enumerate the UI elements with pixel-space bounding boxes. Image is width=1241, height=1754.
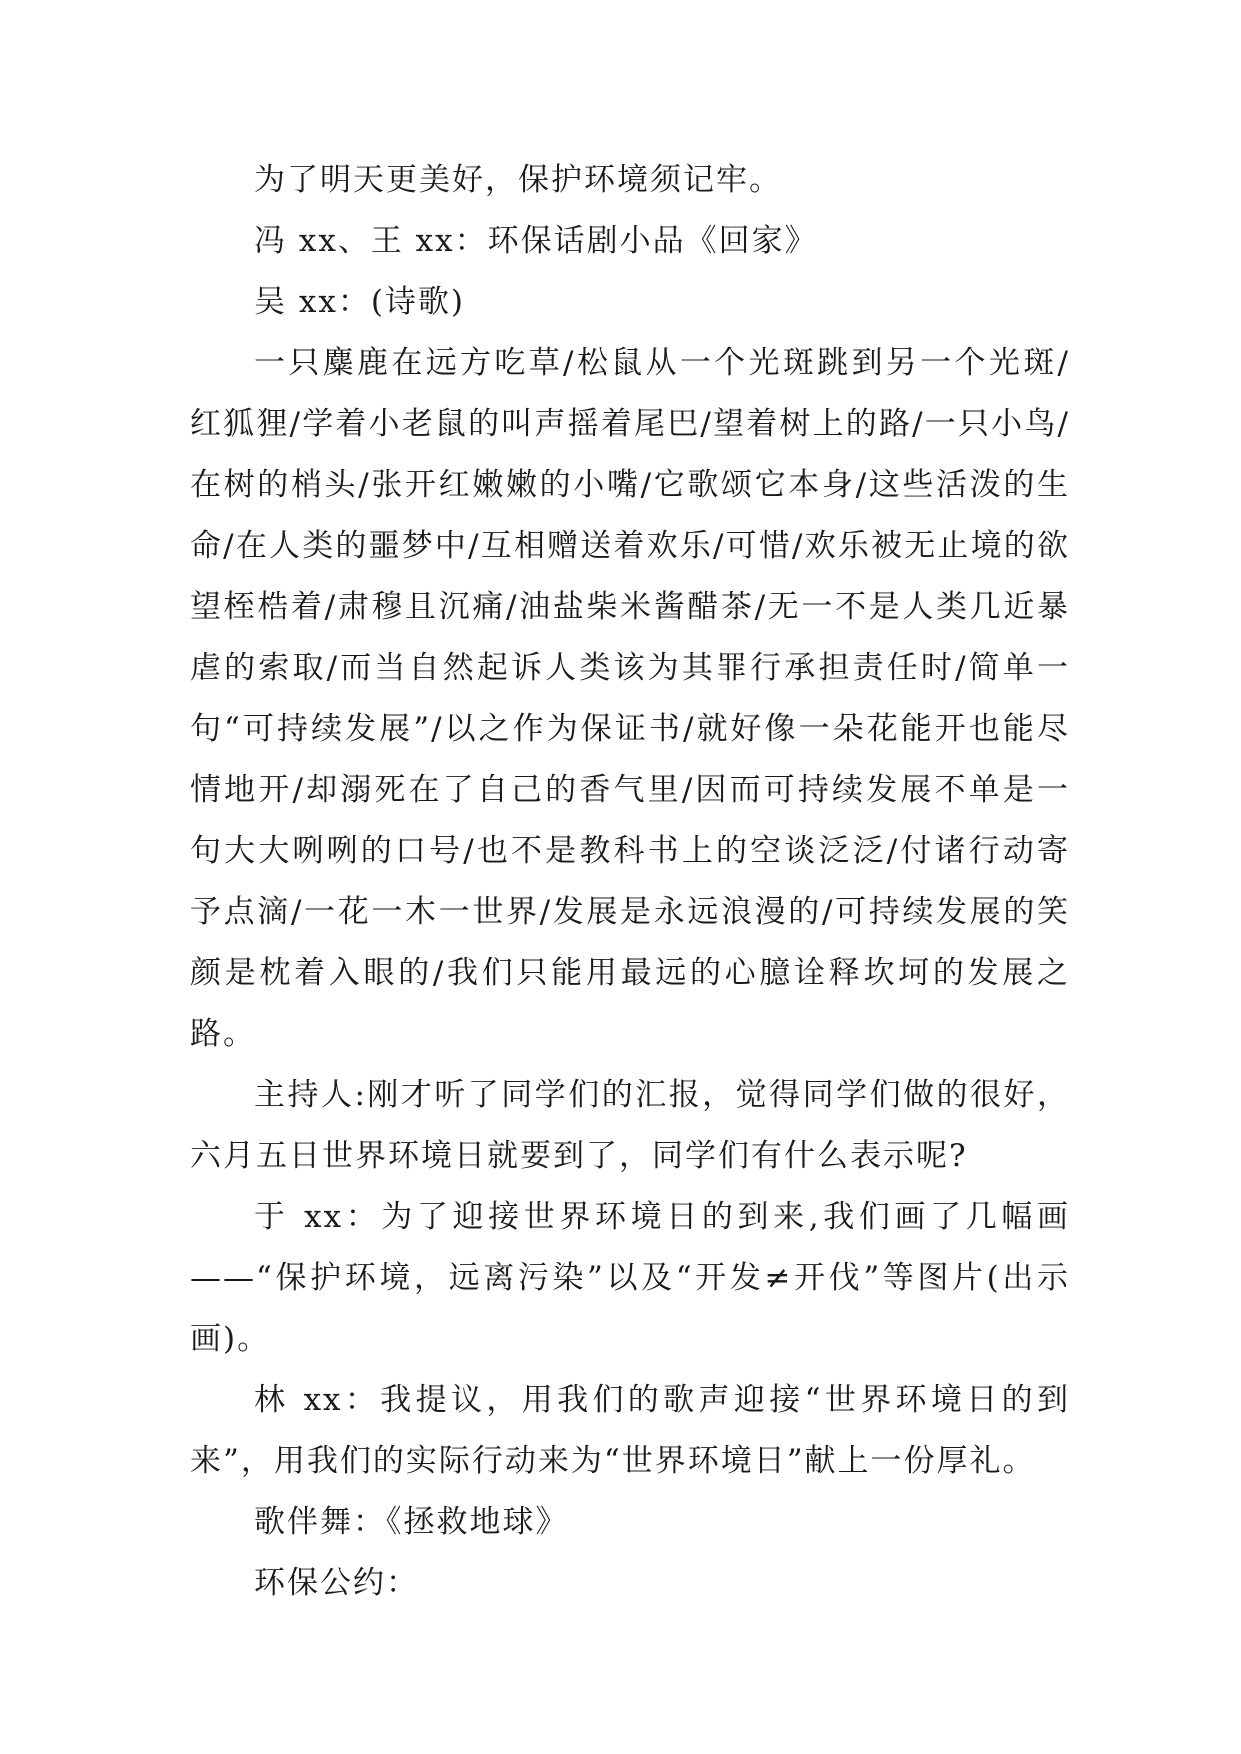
paragraph-poem-intro: 吴 xx：(诗歌) <box>254 284 466 320</box>
paragraph-poem: 一只麋鹿在远方吃草/松鼠从一个光斑跳到另一个光斑/红狐狸/学着小老鼠的叫声摇着尾巴/望着树上的路/一只小鸟/在树的梢头/张开红嫩嫩的小嘴/它歌颂它本身/这些活泼的生命/在人类的噩梦中/互相赠送着欢乐/可惜/欢乐被无止境的欲望桎梏着/肃穆且沉痛/油盐柴米酱醋茶/无一不是人类几近暴虐的索取/而当自然起诉人类该为其罪行承担责任时/简单一句“可持续发展”/以之作为保证书/就好像一朵花能开也能尽情地开/却溺死在了自己的香气里/因而可持续发展不单是一句大大咧咧的口号/也不是教科书上的空谈泛泛/付诸行动寄予点滴/一花一木一世界/发展是永远浪漫的/可持续发展的笑颜是枕着入眼的/我们只能用最远的心臆诠释坎坷的发展之路。 <box>190 345 1070 1052</box>
document-body <box>190 150 1070 1614</box>
paragraph-host: 主持人:刚才听了同学们的汇报，觉得同学们做的很好，六月五日世界环境日就要到了，同学们有什么表示呢? <box>190 1077 1070 1174</box>
paragraph-skit: 冯 xx、王 xx：环保话剧小品《回家》 <box>254 223 818 259</box>
paragraph-proposal: 林 xx：我提议，用我们的歌声迎接“世界环境日的到来”，用我们的实际行动来为“世界环境日”献上一份厚礼。 <box>190 1382 1070 1479</box>
paragraph-paintings: 于 xx：为了迎接世界环境日的到来,我们画了几幅画——“保护环境，远离污染”以及“开发≠开伐”等图片(出示画)。 <box>190 1199 1070 1357</box>
paragraph-song-dance: 歌伴舞：《拯救地球》 <box>254 1504 569 1540</box>
paragraph-slogan: 为了明天更美好，保护环境须记牢。 <box>254 162 782 198</box>
paragraph-pledge: 环保公约： <box>254 1565 419 1601</box>
